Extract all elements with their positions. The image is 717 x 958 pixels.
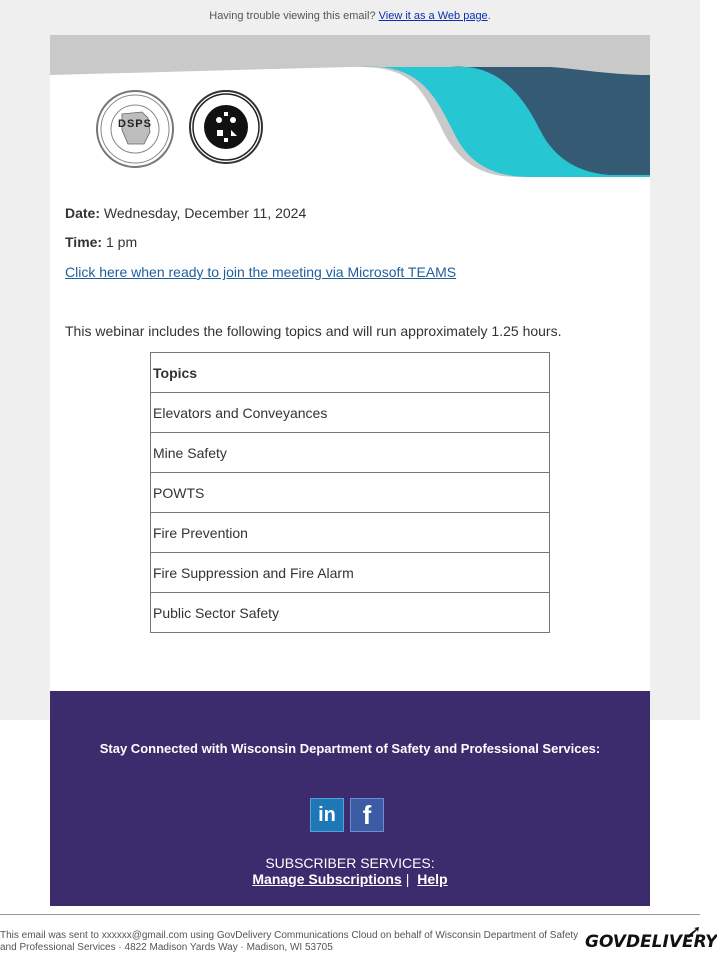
table-row	[151, 433, 550, 473]
table-row	[151, 593, 550, 633]
topics-table	[150, 352, 550, 633]
topic-cell: Fire Suppression and Fire Alarm	[151, 553, 550, 593]
dsps-seal-logo	[96, 90, 174, 168]
division-seal-icon	[191, 92, 261, 162]
link-separator: |	[405, 871, 410, 887]
govdelivery-logo: GOVDELIVERY	[585, 932, 717, 952]
table-row	[151, 553, 550, 593]
table-row	[151, 513, 550, 553]
govdelivery-arrow-icon	[686, 926, 700, 940]
date-row	[65, 205, 306, 221]
view-web-page-link[interactable]: View it as a Web page	[378, 10, 488, 22]
table-row	[151, 393, 550, 433]
table-row	[151, 473, 550, 513]
preheader-text: Having trouble viewing this email?	[209, 10, 376, 22]
manage-subscriptions-link[interactable]: Manage Subscriptions	[252, 871, 402, 887]
help-link[interactable]: Help	[417, 871, 448, 887]
topic-cell: Elevators and Conveyances	[151, 393, 550, 433]
intro-text: This webinar includes the following topics and will run approximately 1.25 hours.	[65, 323, 562, 339]
date-label: Date:	[65, 205, 101, 221]
join-link-row	[65, 264, 456, 280]
join-teams-link[interactable]: Click here when ready to join the meeting via Microsoft TEAMS	[65, 264, 457, 280]
topic-cell: Public Sector Safety	[151, 593, 550, 633]
facebook-icon[interactable]: f	[350, 798, 384, 832]
topic-cell: Mine Safety	[151, 433, 550, 473]
topic-cell: Fire Prevention	[151, 513, 550, 553]
date-value: Wednesday, December 11, 2024	[103, 205, 307, 221]
footer	[50, 691, 650, 906]
subscriber-services-title: SUBSCRIBER SERVICES:	[265, 855, 435, 871]
division-seal-logo	[189, 90, 263, 164]
time-value: 1 pm	[105, 234, 138, 250]
legal-divider	[0, 914, 700, 915]
preheader-suffix: .	[487, 10, 491, 22]
table-header-row	[151, 353, 550, 393]
preheader	[0, 10, 700, 22]
topic-cell: POWTS	[151, 473, 550, 513]
dsps-seal-text: DSPS	[118, 118, 152, 130]
time-label: Time:	[65, 234, 103, 250]
linkedin-icon[interactable]: in	[310, 798, 344, 832]
time-row	[65, 234, 137, 250]
topics-header: Topics	[151, 353, 550, 393]
header-banner	[50, 35, 650, 177]
legal-text: This email was sent to xxxxxx@gmail.com using GovDelivery Communications Cloud on behalf of Wisconsin Department of Safety and Professional Services · 4822 Madison Yards Way · Madison, WI 53705	[0, 930, 579, 953]
stay-connected-text: Stay Connected with Wisconsin Department of Safety and Professional Services:	[99, 741, 601, 756]
subscriber-links	[50, 871, 650, 887]
